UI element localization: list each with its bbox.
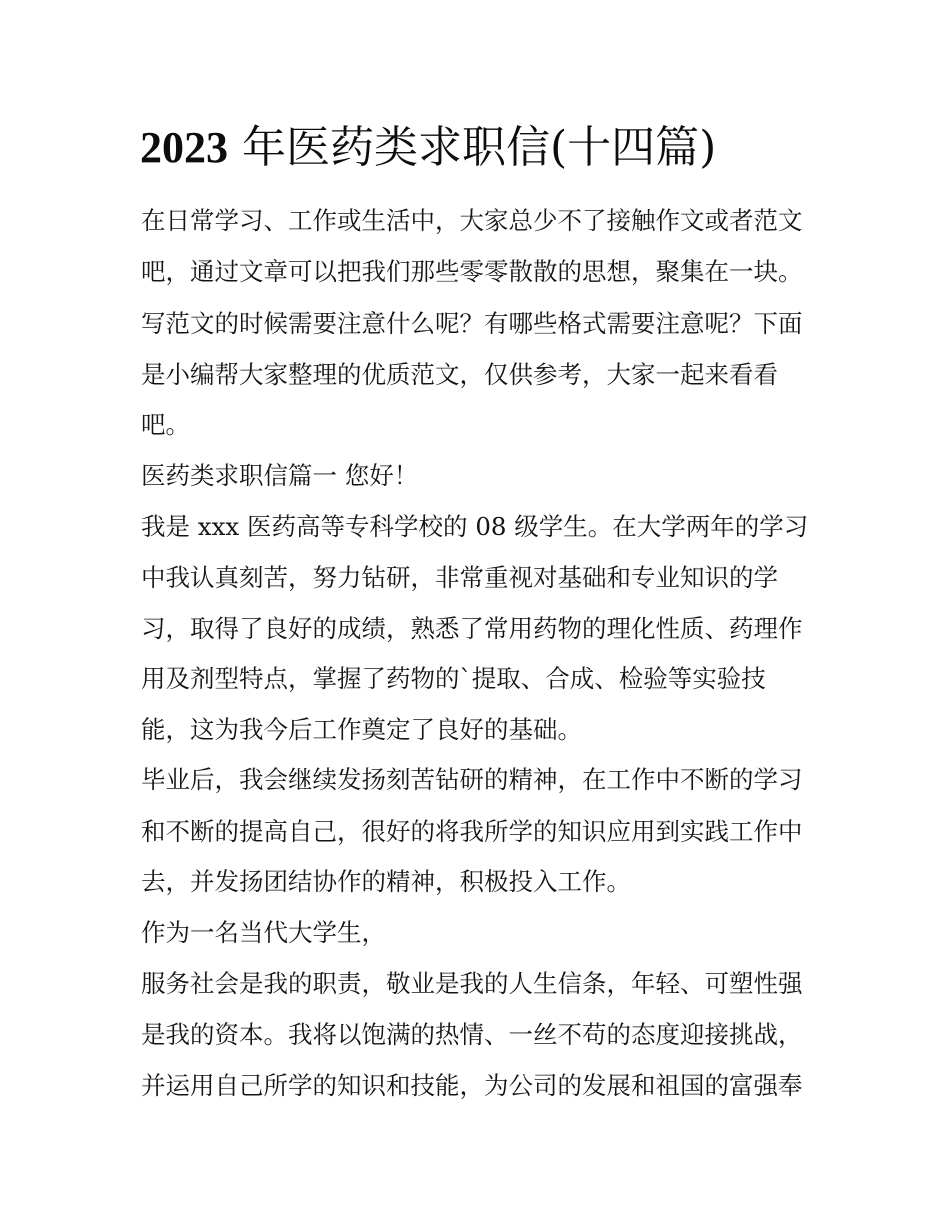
section-heading: 医药类求职信篇一 您好！ bbox=[141, 461, 419, 490]
body-line: 我是 xxx 医药高等专科学校的 08 级学生。在大学两年的学习 bbox=[141, 512, 809, 541]
body-line: 吧，通过文章可以把我们那些零零散散的思想，聚集在一块。 bbox=[141, 257, 803, 286]
body-line: 去，并发扬团结协作的精神，积极投入工作。 bbox=[141, 867, 631, 896]
body-line: 作为一名当代大学生， bbox=[141, 918, 386, 947]
body-line: 写范文的时候需要注意什么呢？有哪些格式需要注意呢？下面 bbox=[141, 309, 803, 338]
body-line: 是小编帮大家整理的优质范文，仅供参考，大家一起来看看 bbox=[141, 360, 778, 389]
body-line: 和不断的提高自己，很好的将我所学的知识应用到实践工作中 bbox=[141, 817, 803, 846]
body-line: 中我认真刻苦，努力钻研，非常重视对基础和专业知识的学 bbox=[141, 563, 778, 592]
title-year: 2023 bbox=[140, 123, 228, 172]
body-line: 习，取得了良好的成绩，熟悉了常用药物的理化性质、药理作 bbox=[141, 614, 803, 643]
body-line: 服务社会是我的职责，敬业是我的人生信条，年轻、可塑性强 bbox=[141, 969, 803, 998]
body-line: 并运用自己所学的知识和技能，为公司的发展和祖国的富强奉 bbox=[141, 1071, 803, 1100]
title-text: 年医药类求职信(十四篇) bbox=[228, 122, 717, 173]
body-line: 用及剂型特点，掌握了药物的`提取、合成、检验等实验技 bbox=[141, 664, 766, 693]
body-line: 在日常学习、工作或生活中，大家总少不了接触作文或者范文 bbox=[141, 206, 803, 235]
page-title bbox=[140, 120, 860, 176]
body-line: 毕业后，我会继续发扬刻苦钻研的精神，在工作中不断的学习 bbox=[141, 765, 803, 794]
body-line: 吧。 bbox=[141, 410, 190, 439]
body-line: 是我的资本。我将以饱满的热情、一丝不苟的态度迎接挑战， bbox=[141, 1020, 803, 1049]
body-line: 能，这为我今后工作奠定了良好的基础。 bbox=[141, 715, 582, 744]
